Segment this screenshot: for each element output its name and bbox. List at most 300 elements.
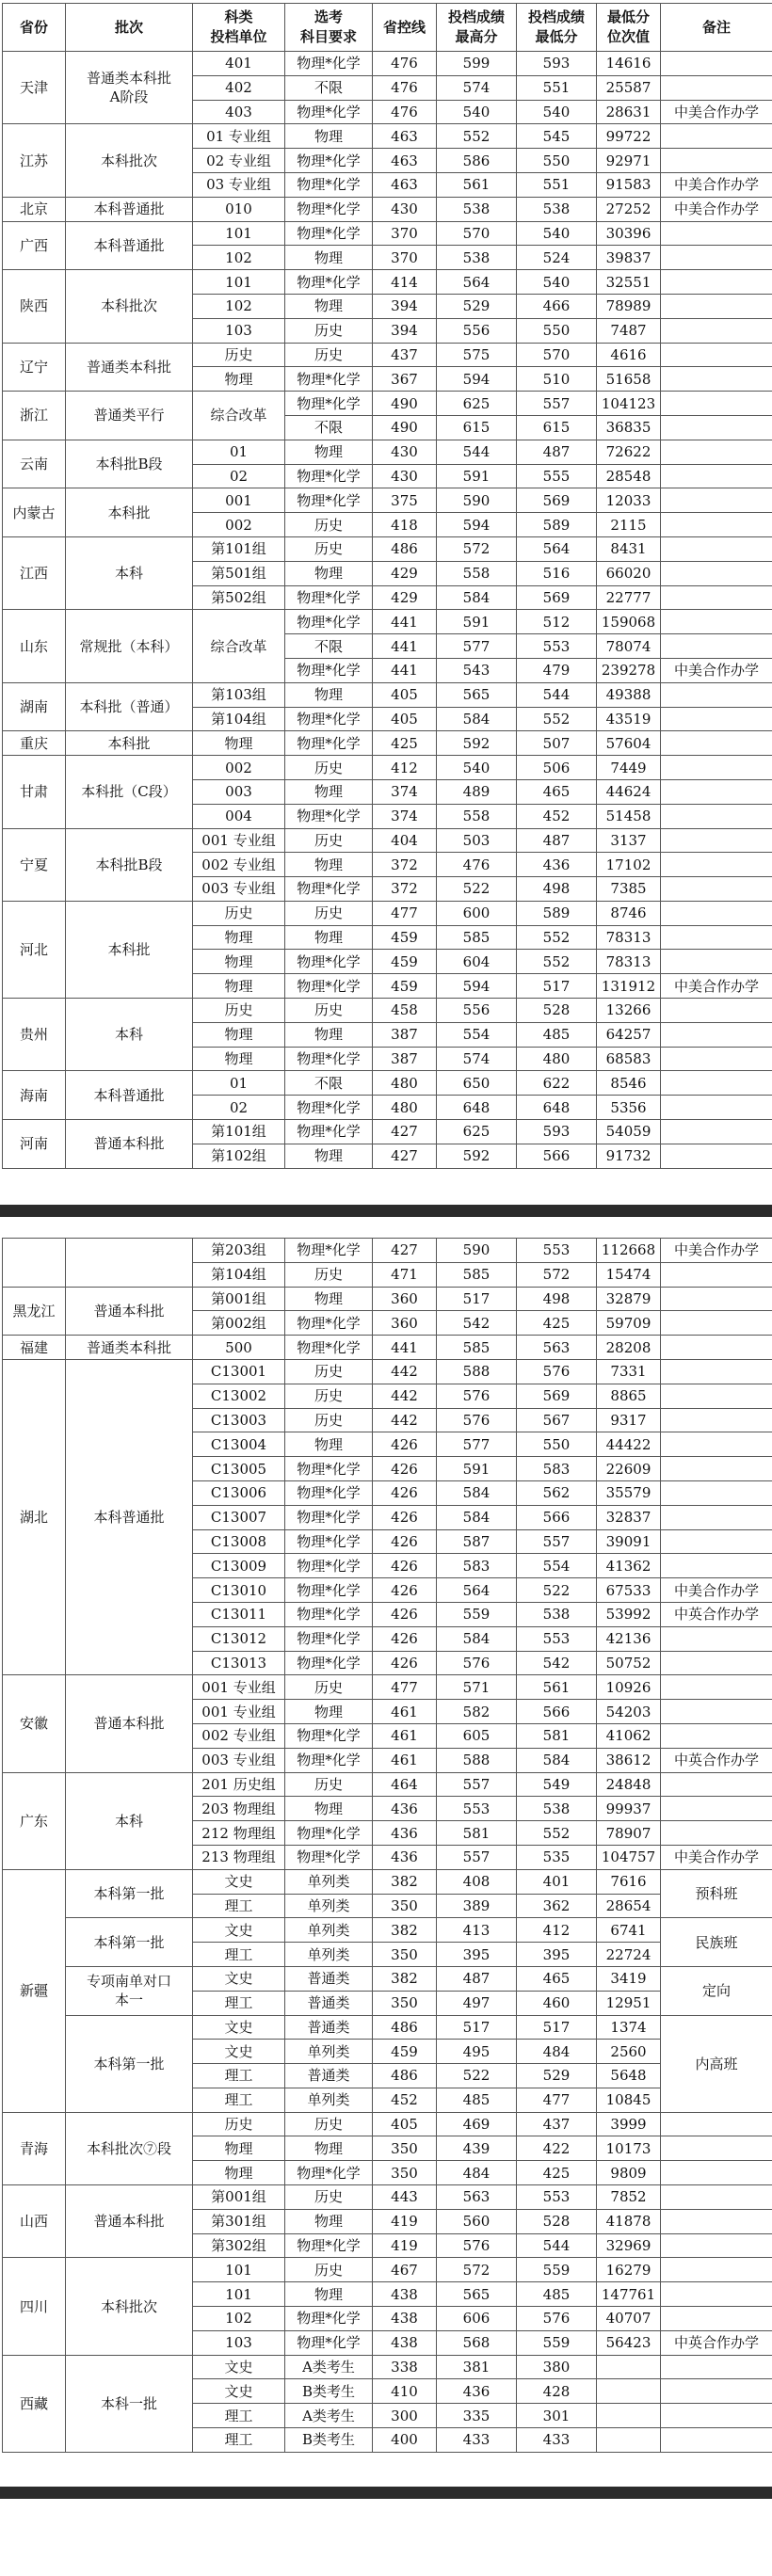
cell-province: 云南 <box>3 440 66 488</box>
cell-remarks <box>661 2136 772 2161</box>
cell-control-line: 426 <box>373 1432 437 1457</box>
cell-min-rank: 44422 <box>597 1432 661 1457</box>
cell-min-score: 485 <box>517 1022 597 1047</box>
cell-subject-requirement: 历史 <box>285 1772 373 1797</box>
cell-min-score: 528 <box>517 2209 597 2233</box>
cell-max-score: 625 <box>437 392 517 416</box>
cell-min-score: 553 <box>517 2185 597 2210</box>
cell-max-score: 577 <box>437 634 517 659</box>
cell-control-line: 412 <box>373 756 437 780</box>
cell-remarks <box>661 52 772 76</box>
cell-min-score: 516 <box>517 561 597 585</box>
header-unit: 科类 投档单位 <box>193 4 285 52</box>
cell-unit: 01 专业组 <box>193 124 285 149</box>
cell-remarks <box>661 2233 772 2258</box>
cell-unit: 第104组 <box>193 1262 285 1287</box>
table-row <box>3 1869 772 1894</box>
cell-min-score: 540 <box>517 100 597 124</box>
cell-unit: C13007 <box>193 1505 285 1529</box>
cell-control-line: 425 <box>373 731 437 756</box>
cell-min-score: 569 <box>517 1384 597 1408</box>
cell-remarks <box>661 513 772 537</box>
cell-remarks <box>661 75 772 100</box>
cell-min-score: 552 <box>517 925 597 950</box>
cell-unit: C13006 <box>193 1480 285 1505</box>
cell-control-line: 370 <box>373 221 437 246</box>
cell-batch: 本科第一批 <box>66 1918 193 1967</box>
cell-min-rank: 2115 <box>597 513 661 537</box>
cell-remarks: 中美合作办学 <box>661 172 772 197</box>
cell-control-line: 426 <box>373 1578 437 1603</box>
cell-control-line: 438 <box>373 2282 437 2307</box>
cell-min-rank: 66020 <box>597 561 661 585</box>
cell-batch: 本科 <box>66 999 193 1071</box>
cell-province: 西藏 <box>3 2355 66 2452</box>
cell-min-rank: 7449 <box>597 756 661 780</box>
cell-remarks <box>661 1505 772 1529</box>
cell-max-score: 497 <box>437 1991 517 2015</box>
cell-min-rank: 32551 <box>597 270 661 295</box>
cell-control-line: 429 <box>373 585 437 610</box>
cell-min-rank <box>597 2355 661 2379</box>
cell-min-rank: 2560 <box>597 2040 661 2064</box>
cell-max-score: 408 <box>437 1869 517 1894</box>
cell-batch: 本科批次 <box>66 2258 193 2355</box>
cell-unit: 理工 <box>193 2428 285 2453</box>
cell-control-line: 410 <box>373 2379 437 2404</box>
cell-max-score: 576 <box>437 1651 517 1675</box>
cell-control-line: 427 <box>373 1239 437 1263</box>
cell-subject-requirement: 物理*化学 <box>285 464 373 488</box>
cell-batch: 本科批（普通） <box>66 682 193 731</box>
cell-min-score: 506 <box>517 756 597 780</box>
cell-min-score: 535 <box>517 1845 597 1869</box>
cell-unit: 02 <box>193 1096 285 1120</box>
cell-remarks <box>661 488 772 513</box>
table-row <box>3 440 772 464</box>
cell-control-line: 443 <box>373 2185 437 2210</box>
cell-min-score: 484 <box>517 2040 597 2064</box>
cell-min-rank: 28654 <box>597 1894 661 1918</box>
cell-max-score: 563 <box>437 2185 517 2210</box>
cell-max-score: 591 <box>437 464 517 488</box>
cell-province: 贵州 <box>3 999 66 1071</box>
cell-control-line: 405 <box>373 2112 437 2136</box>
cell-min-rank: 43519 <box>597 707 661 731</box>
cell-unit: 403 <box>193 100 285 124</box>
cell-unit: 第101组 <box>193 536 285 561</box>
header-remarks: 备注 <box>661 4 772 52</box>
cell-min-rank: 8546 <box>597 1071 661 1096</box>
cell-min-rank: 78907 <box>597 1821 661 1846</box>
cell-subject-requirement: 物理*化学 <box>285 1239 373 1263</box>
cell-max-score: 565 <box>437 682 517 707</box>
cell-max-score: 590 <box>437 1239 517 1263</box>
cell-min-score: 465 <box>517 1966 597 1991</box>
cell-max-score: 557 <box>437 1845 517 1869</box>
cell-min-rank: 104123 <box>597 392 661 416</box>
cell-min-rank: 50752 <box>597 1651 661 1675</box>
cell-province: 青海 <box>3 2112 66 2184</box>
cell-remarks: 中美合作办学 <box>661 658 772 682</box>
cell-unit: 文史 <box>193 2355 285 2379</box>
cell-max-score: 648 <box>437 1096 517 1120</box>
cell-min-score: 562 <box>517 1480 597 1505</box>
cell-subject-requirement: 物理 <box>285 440 373 464</box>
cell-min-rank: 10845 <box>597 2088 661 2112</box>
cell-province: 浙江 <box>3 392 66 440</box>
cell-max-score: 594 <box>437 513 517 537</box>
table-row <box>3 2112 772 2136</box>
cell-unit: 004 <box>193 804 285 828</box>
cell-subject-requirement: 物理 <box>285 246 373 270</box>
cell-control-line: 459 <box>373 974 437 999</box>
cell-min-rank: 22609 <box>597 1457 661 1481</box>
table-row <box>3 1287 772 1311</box>
cell-subject-requirement: 物理*化学 <box>285 974 373 999</box>
cell-subject-requirement: 历史 <box>285 1384 373 1408</box>
cell-unit: 001 专业组 <box>193 1675 285 1700</box>
table-row <box>3 1675 772 1700</box>
cell-batch: 本科批（C段） <box>66 756 193 828</box>
cell-min-rank: 22724 <box>597 1943 661 1967</box>
cell-subject-requirement: 物理*化学 <box>285 221 373 246</box>
cell-max-score: 556 <box>437 318 517 343</box>
cell-control-line: 490 <box>373 392 437 416</box>
cell-subject-requirement: 物理 <box>285 1797 373 1821</box>
cell-remarks <box>661 1311 772 1336</box>
cell-subject-requirement: 物理*化学 <box>285 1626 373 1651</box>
cell-min-score: 301 <box>517 2404 597 2428</box>
cell-remarks <box>661 1821 772 1846</box>
cell-min-score: 487 <box>517 828 597 853</box>
cell-remarks <box>661 999 772 1023</box>
cell-remarks <box>661 2112 772 2136</box>
cell-min-rank: 131912 <box>597 974 661 999</box>
cell-subject-requirement: 物理 <box>285 925 373 950</box>
cell-min-rank: 4616 <box>597 343 661 367</box>
cell-control-line: 458 <box>373 999 437 1023</box>
cell-subject-requirement: 历史 <box>285 513 373 537</box>
cell-remarks <box>661 1359 772 1384</box>
cell-max-score: 389 <box>437 1894 517 1918</box>
cell-subject-requirement: 历史 <box>285 756 373 780</box>
cell-subject-requirement: 历史 <box>285 2185 373 2210</box>
cell-unit: 002 <box>193 756 285 780</box>
table-row <box>3 221 772 246</box>
cell-subject-requirement: 物理 <box>285 853 373 877</box>
table-row <box>3 1966 772 1991</box>
cell-min-score: 583 <box>517 1457 597 1481</box>
cell-min-rank: 239278 <box>597 658 661 682</box>
cell-subject-requirement: 历史 <box>285 1408 373 1432</box>
cell-control-line: 441 <box>373 610 437 634</box>
cell-unit: 003 专业组 <box>193 1748 285 1772</box>
cell-control-line: 374 <box>373 779 437 804</box>
cell-remarks: 中美合作办学 <box>661 1578 772 1603</box>
cell-province: 山西 <box>3 2185 66 2258</box>
cell-max-score: 576 <box>437 1384 517 1408</box>
cell-min-score: 593 <box>517 52 597 76</box>
cell-unit: 文史 <box>193 2379 285 2404</box>
cell-remarks: 中英合作办学 <box>661 2330 772 2355</box>
cell-subject-requirement: 历史 <box>285 1262 373 1287</box>
cell-min-rank: 72622 <box>597 440 661 464</box>
cell-batch: 普通本科批 <box>66 1287 193 1336</box>
cell-min-score: 566 <box>517 1700 597 1724</box>
cell-min-rank: 28548 <box>597 464 661 488</box>
cell-min-score: 622 <box>517 1071 597 1096</box>
cell-batch: 普通本科批 <box>66 1675 193 1772</box>
cell-batch: 本科第一批 <box>66 1869 193 1918</box>
cell-max-score: 538 <box>437 197 517 221</box>
cell-unit: 001 <box>193 488 285 513</box>
cell-min-score: 553 <box>517 634 597 659</box>
cell-max-score: 553 <box>437 1797 517 1821</box>
cell-min-rank: 3137 <box>597 828 661 853</box>
cell-max-score: 529 <box>437 294 517 318</box>
cell-province: 海南 <box>3 1071 66 1120</box>
cell-remarks <box>661 246 772 270</box>
cell-unit: 001 专业组 <box>193 1700 285 1724</box>
cell-province: 天津 <box>3 52 66 124</box>
cell-min-rank: 57604 <box>597 731 661 756</box>
cell-control-line: 419 <box>373 2209 437 2233</box>
cell-subject-requirement: 物理*化学 <box>285 2161 373 2185</box>
cell-min-score: 570 <box>517 343 597 367</box>
cell-control-line: 441 <box>373 658 437 682</box>
cell-min-score: 524 <box>517 246 597 270</box>
cell-max-score: 561 <box>437 172 517 197</box>
cell-control-line: 463 <box>373 172 437 197</box>
cell-province: 北京 <box>3 197 66 221</box>
cell-min-score: 507 <box>517 731 597 756</box>
cell-min-score: 593 <box>517 1120 597 1144</box>
cell-unit: C13005 <box>193 1457 285 1481</box>
cell-min-score: 551 <box>517 75 597 100</box>
cell-batch: 普通类平行 <box>66 392 193 440</box>
cell-subject-requirement: 物理*化学 <box>285 1529 373 1554</box>
cell-batch: 本科普通批 <box>66 1071 193 1120</box>
cell-unit: 01 <box>193 1071 285 1096</box>
cell-min-score: 428 <box>517 2379 597 2404</box>
cell-unit: 010 <box>193 197 285 221</box>
cell-subject-requirement: 物理*化学 <box>285 1096 373 1120</box>
cell-batch: 本科普通批 <box>66 197 193 221</box>
cell-province: 广东 <box>3 1772 66 1869</box>
cell-province: 江西 <box>3 536 66 609</box>
cell-control-line: 375 <box>373 488 437 513</box>
cell-control-line: 442 <box>373 1359 437 1384</box>
cell-min-score: 550 <box>517 149 597 173</box>
cell-unit: 第501组 <box>193 561 285 585</box>
cell-unit: C13011 <box>193 1602 285 1626</box>
cell-min-rank: 92971 <box>597 149 661 173</box>
cell-subject-requirement: 物理*化学 <box>285 731 373 756</box>
cell-province: 黑龙江 <box>3 1287 66 1336</box>
cell-unit: 101 <box>193 221 285 246</box>
cell-subject-requirement: 物理*化学 <box>285 1723 373 1748</box>
cell-unit: 文史 <box>193 2015 285 2040</box>
cell-remarks: 中英合作办学 <box>661 1748 772 1772</box>
cell-max-score: 476 <box>437 853 517 877</box>
cell-unit: 理工 <box>193 2404 285 2428</box>
cell-control-line: 300 <box>373 2404 437 2428</box>
cell-max-score: 556 <box>437 999 517 1023</box>
cell-batch: 本科批次 <box>66 124 193 197</box>
cell-subject-requirement: 物理 <box>285 124 373 149</box>
cell-province: 内蒙古 <box>3 488 66 537</box>
cell-min-score: 559 <box>517 2258 597 2282</box>
table-row <box>3 392 772 416</box>
cell-control-line: 426 <box>373 1480 437 1505</box>
cell-min-score: 466 <box>517 294 597 318</box>
cell-max-score: 565 <box>437 2282 517 2307</box>
cell-control-line: 461 <box>373 1700 437 1724</box>
cell-subject-requirement: 不限 <box>285 415 373 440</box>
cell-max-score: 489 <box>437 779 517 804</box>
cell-unit: 第101组 <box>193 1120 285 1144</box>
cell-max-score: 559 <box>437 1602 517 1626</box>
cell-remarks <box>661 367 772 392</box>
cell-max-score: 625 <box>437 1120 517 1144</box>
cell-subject-requirement: 物理 <box>285 1700 373 1724</box>
cell-subject-requirement: 单列类 <box>285 1943 373 1967</box>
cell-min-rank: 8746 <box>597 901 661 925</box>
cell-control-line: 430 <box>373 464 437 488</box>
cell-subject-requirement: 物理 <box>285 1432 373 1457</box>
cell-min-score: 540 <box>517 270 597 295</box>
table-body-2 <box>3 1239 772 2453</box>
cell-min-score: 437 <box>517 2112 597 2136</box>
table-row <box>3 488 772 513</box>
table-row <box>3 1772 772 1797</box>
cell-subject-requirement: 物理*化学 <box>285 2307 373 2331</box>
cell-min-rank: 99937 <box>597 1797 661 1821</box>
cell-control-line: 441 <box>373 634 437 659</box>
cell-min-score: 498 <box>517 1287 597 1311</box>
cell-min-rank: 28208 <box>597 1336 661 1360</box>
cell-max-score: 495 <box>437 2040 517 2064</box>
cell-remarks <box>661 2379 772 2404</box>
cell-min-rank: 32969 <box>597 2233 661 2258</box>
cell-batch: 普通本科批 <box>66 2185 193 2258</box>
cell-max-score: 584 <box>437 1626 517 1651</box>
cell-control-line: 442 <box>373 1408 437 1432</box>
cell-remarks <box>661 1384 772 1408</box>
cell-province: 新疆 <box>3 1869 66 2112</box>
cell-min-rank: 13266 <box>597 999 661 1023</box>
cell-max-score: 591 <box>437 610 517 634</box>
cell-subject-requirement: 物理*化学 <box>285 2330 373 2355</box>
cell-control-line: 372 <box>373 853 437 877</box>
cell-min-rank: 112668 <box>597 1239 661 1263</box>
cell-min-score: 549 <box>517 1772 597 1797</box>
table-row <box>3 2355 772 2379</box>
cell-min-rank: 1374 <box>597 2015 661 2040</box>
cell-min-rank: 68583 <box>597 1047 661 1071</box>
cell-max-score: 594 <box>437 974 517 999</box>
cell-remarks <box>661 1144 772 1168</box>
cell-province: 宁夏 <box>3 828 66 901</box>
cell-max-score: 574 <box>437 75 517 100</box>
cell-province: 甘肃 <box>3 756 66 828</box>
cell-unit: 第102组 <box>193 1144 285 1168</box>
cell-min-score: 557 <box>517 1529 597 1554</box>
cell-control-line: 427 <box>373 1120 437 1144</box>
cell-control-line: 400 <box>373 2428 437 2453</box>
cell-province: 辽宁 <box>3 343 66 392</box>
cell-remarks: 中美合作办学 <box>661 197 772 221</box>
cell-remarks <box>661 2404 772 2428</box>
cell-min-rank: 44624 <box>597 779 661 804</box>
cell-subject-requirement: 物理*化学 <box>285 100 373 124</box>
cell-remarks <box>661 1626 772 1651</box>
cell-unit: 综合改革 <box>193 392 285 440</box>
cell-control-line: 414 <box>373 270 437 295</box>
cell-subject-requirement: 物理*化学 <box>285 707 373 731</box>
cell-min-score: 550 <box>517 318 597 343</box>
cell-min-rank: 3999 <box>597 2112 661 2136</box>
cell-control-line: 461 <box>373 1748 437 1772</box>
cell-remarks <box>661 1529 772 1554</box>
table-row <box>3 197 772 221</box>
cell-subject-requirement: 单列类 <box>285 1869 373 1894</box>
cell-min-rank: 53992 <box>597 1602 661 1626</box>
cell-min-score: 553 <box>517 1626 597 1651</box>
cell-subject-requirement: 物理*化学 <box>285 1845 373 1869</box>
cell-min-rank: 9809 <box>597 2161 661 2185</box>
cell-min-rank: 36835 <box>597 415 661 440</box>
cell-min-rank: 7385 <box>597 877 661 902</box>
cell-subject-requirement: 物理*化学 <box>285 1554 373 1578</box>
cell-control-line: 438 <box>373 2307 437 2331</box>
cell-unit: 第001组 <box>193 1287 285 1311</box>
table-row <box>3 1120 772 1144</box>
cell-max-score: 587 <box>437 1529 517 1554</box>
cell-min-score: 512 <box>517 610 597 634</box>
cell-subject-requirement: 物理*化学 <box>285 1047 373 1071</box>
header-province: 省份 <box>3 4 66 52</box>
cell-min-rank: 51458 <box>597 804 661 828</box>
cell-min-rank: 54059 <box>597 1120 661 1144</box>
cell-min-rank: 30396 <box>597 221 661 246</box>
cell-max-score: 575 <box>437 343 517 367</box>
cell-subject-requirement: 物理*化学 <box>285 2233 373 2258</box>
cell-subject-requirement: 普通类 <box>285 1991 373 2015</box>
cell-unit: 第301组 <box>193 2209 285 2233</box>
table-row <box>3 901 772 925</box>
cell-unit: 第001组 <box>193 2185 285 2210</box>
cell-min-rank: 10173 <box>597 2136 661 2161</box>
cell-min-rank: 91732 <box>597 1144 661 1168</box>
header-min-rank: 最低分 位次值 <box>597 4 661 52</box>
table-row <box>3 270 772 295</box>
cell-remarks: 预科班 <box>661 1869 772 1918</box>
cell-control-line: 405 <box>373 707 437 731</box>
cell-max-score: 381 <box>437 2355 517 2379</box>
cell-control-line: 426 <box>373 1651 437 1675</box>
cell-control-line: 476 <box>373 52 437 76</box>
cell-min-score: 540 <box>517 221 597 246</box>
cell-control-line: 426 <box>373 1505 437 1529</box>
cell-min-rank: 16279 <box>597 2258 661 2282</box>
table-row <box>3 2258 772 2282</box>
cell-unit: 物理 <box>193 950 285 974</box>
cell-min-score: 615 <box>517 415 597 440</box>
cell-unit: 101 <box>193 2282 285 2307</box>
cell-province: 河北 <box>3 901 66 998</box>
